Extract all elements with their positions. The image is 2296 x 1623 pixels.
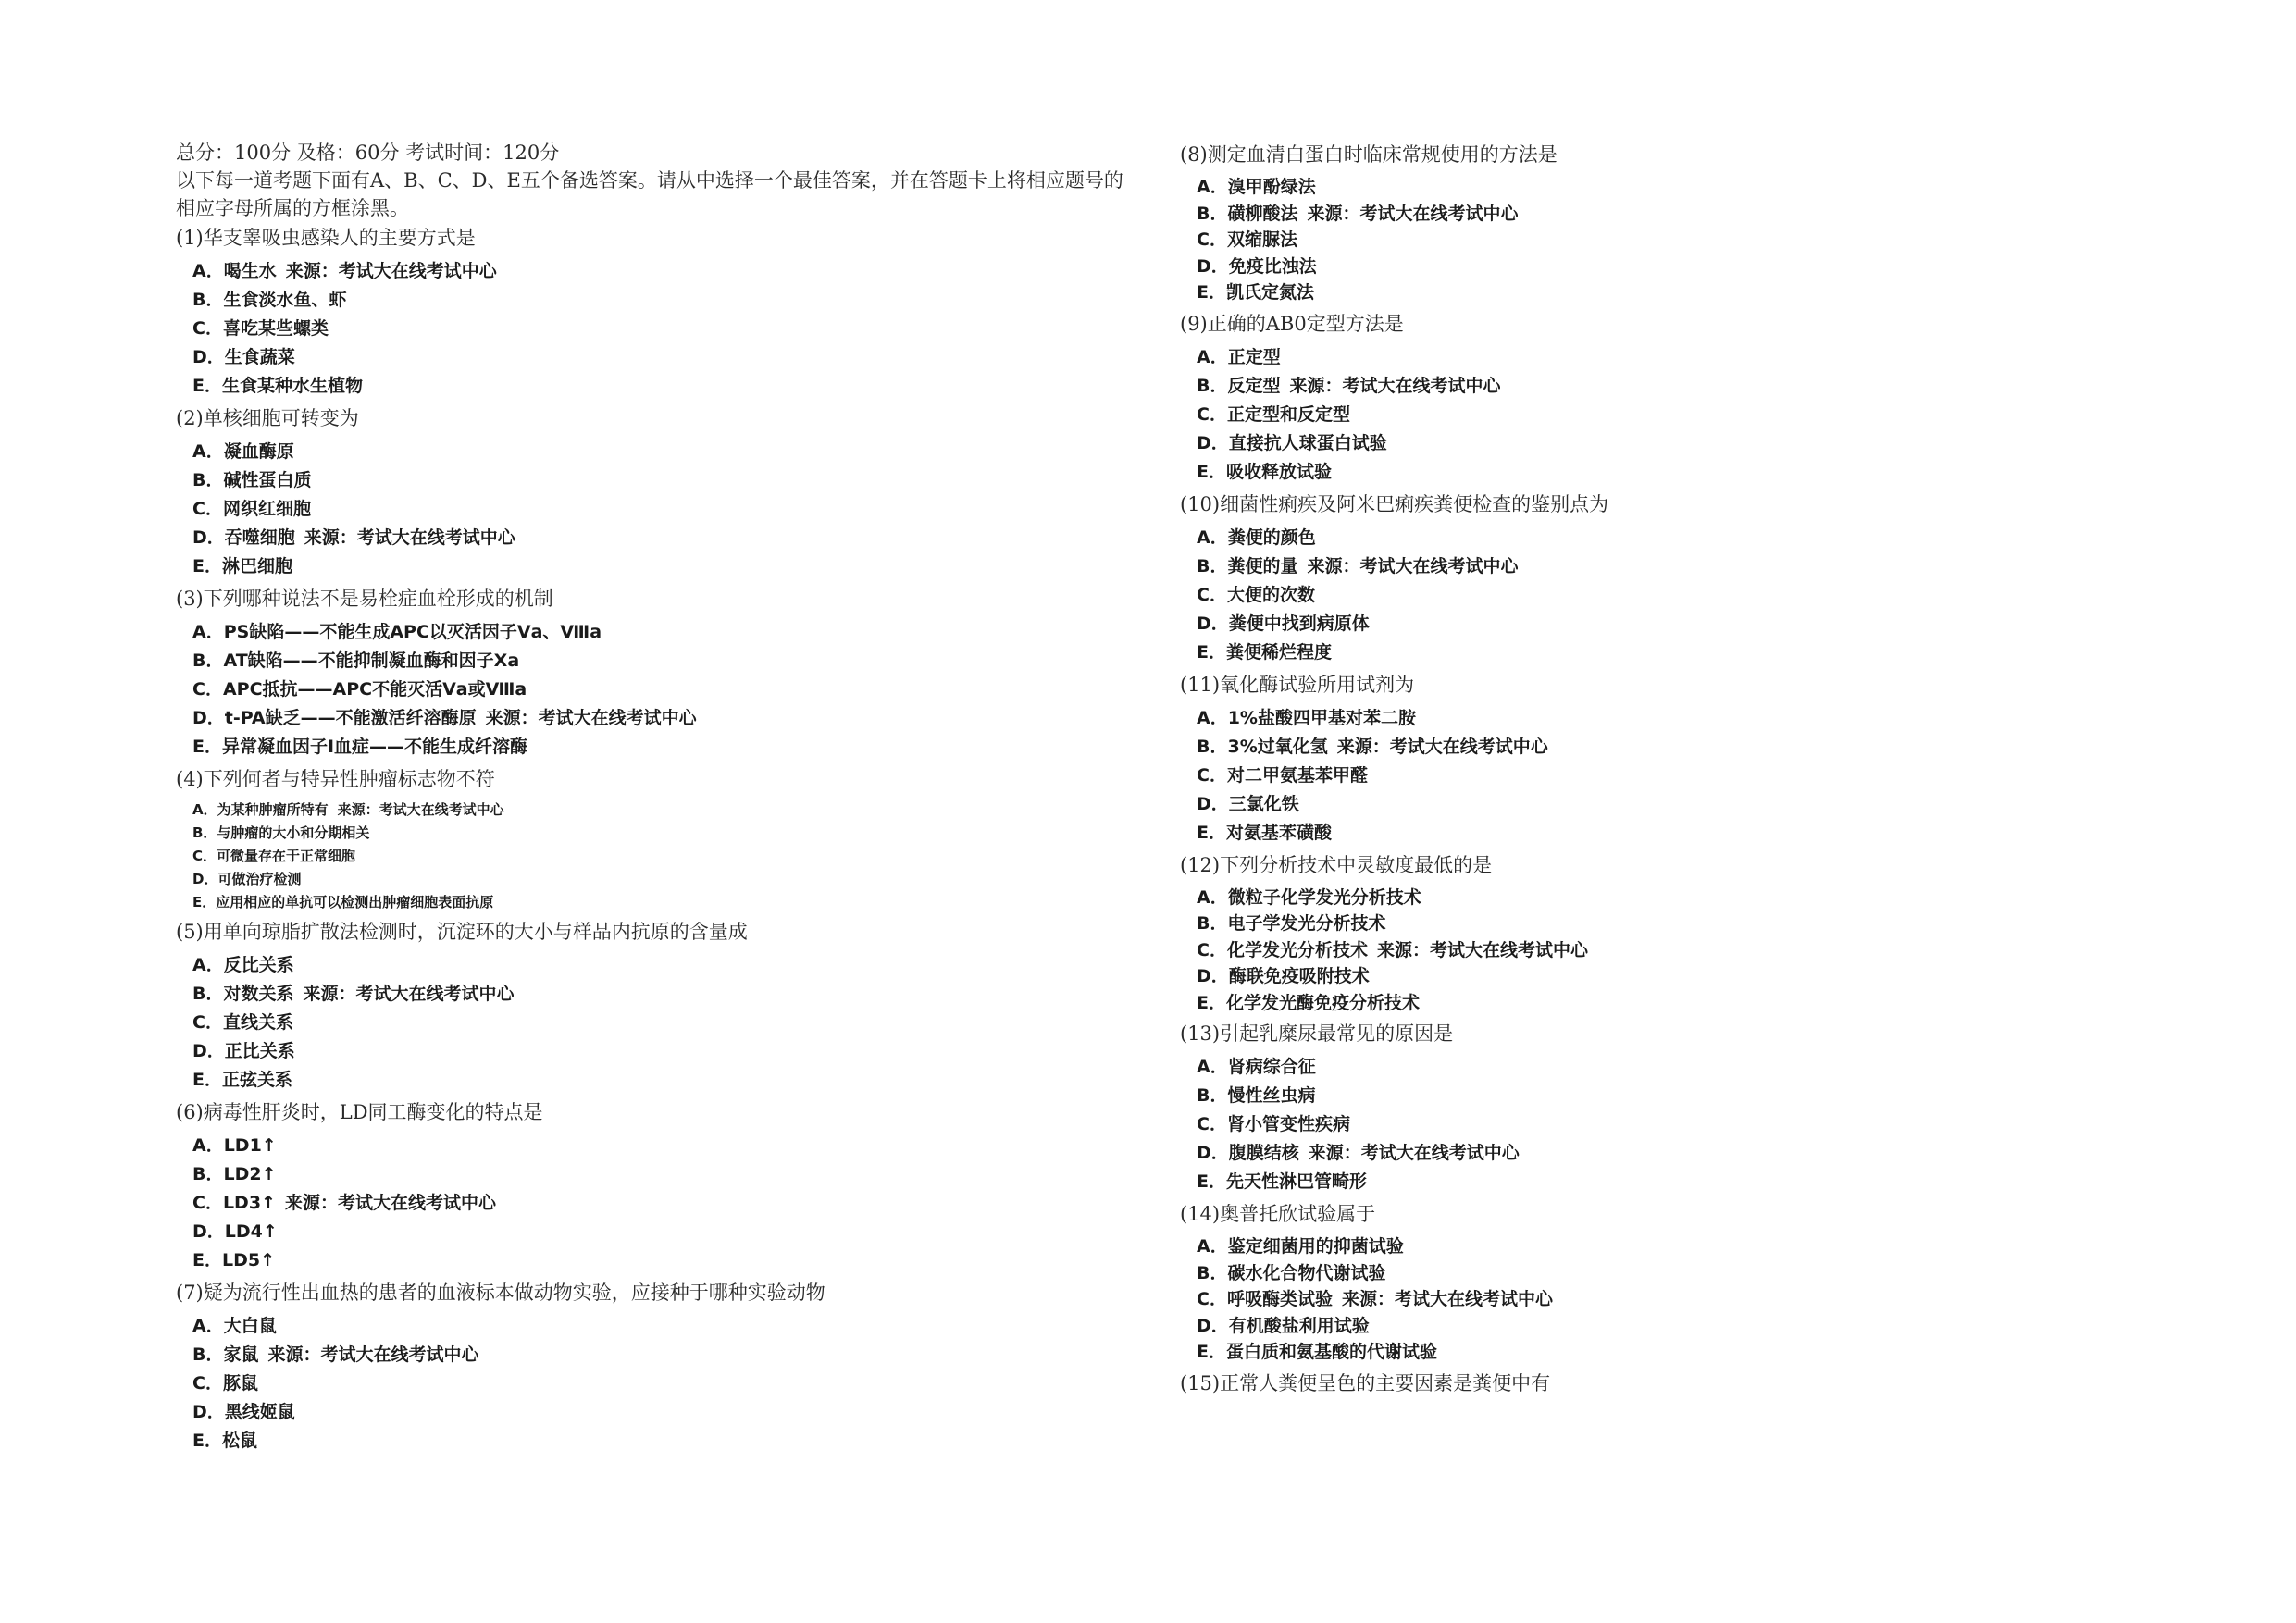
source-note: 来源：考试大在线考试中心	[1341, 1289, 1553, 1309]
answer-option	[1197, 911, 2179, 937]
option-text: B．粪便的量	[1197, 555, 1298, 576]
answer-option	[1197, 1139, 2179, 1168]
question-12	[1180, 851, 2179, 1017]
option-text: A．为某种肿瘤所特有	[192, 801, 329, 818]
option-text: C．大便的次数	[1197, 584, 1315, 605]
answer-option	[192, 1009, 1157, 1037]
answer-option	[1197, 1082, 2179, 1110]
answer-option	[1197, 762, 2179, 790]
option-text: A．微粒子化学发光分析技术	[1197, 886, 1421, 908]
answer-option	[1197, 372, 2179, 401]
option-text: D．有机酸盐利用试验	[1197, 1315, 1370, 1336]
option-text: C．化学发光分析技术	[1197, 939, 1368, 960]
answer-option	[1197, 458, 2179, 487]
option-text: E．应用相应的单抗可以检测出肿瘤细胞表面抗原	[192, 894, 494, 911]
option-list	[1197, 1233, 2179, 1366]
answer-option	[192, 980, 1157, 1009]
option-text: E．LD5↑	[192, 1250, 275, 1270]
answer-option	[192, 552, 1157, 581]
question-stem: (8)测定血清白蛋白时临床常规使用的方法是	[1180, 143, 1558, 166]
answer-option	[1197, 819, 2179, 848]
answer-option	[1197, 790, 2179, 819]
answer-option	[1197, 552, 2179, 581]
answer-option	[192, 1218, 1157, 1246]
answer-option	[192, 868, 1157, 891]
answer-option	[1197, 1053, 2179, 1082]
answer-option	[1197, 227, 2179, 254]
option-text: C．LD3↑	[192, 1193, 276, 1213]
answer-option	[1197, 279, 2179, 306]
option-text: B．LD2↑	[192, 1164, 277, 1184]
option-text: D．酶联免疫吸附技术	[1197, 966, 1370, 986]
option-text: A．溴甲酚绿法	[1197, 177, 1316, 197]
option-text: C．正定型和反定型	[1197, 403, 1350, 425]
answer-option	[1197, 733, 2179, 762]
source-note: 来源：考试大在线考试中心	[337, 801, 504, 818]
answer-option	[192, 1427, 1157, 1456]
question-stem: (4)下列何者与特异性肿瘤标志物不符	[176, 768, 495, 790]
option-list	[192, 799, 1157, 914]
answer-option	[192, 1398, 1157, 1427]
option-list	[192, 1312, 1157, 1456]
answer-option	[1197, 1233, 2179, 1260]
option-text: D．可做治疗检测	[192, 871, 302, 887]
question-stem: (7)疑为流行性出血热的患者的血液标本做动物实验，应接种于哪种实验动物	[176, 1282, 825, 1304]
option-text: B．慢性丝虫病	[1197, 1085, 1316, 1106]
option-list	[1197, 704, 2179, 848]
answer-option	[192, 1246, 1157, 1275]
option-text: C．直线关系	[192, 1012, 293, 1033]
option-list	[192, 438, 1157, 581]
option-text: B．与肿瘤的大小和分期相关	[192, 824, 370, 841]
option-text: D．免疫比浊法	[1197, 255, 1317, 277]
answer-option	[192, 372, 1157, 401]
answer-option	[1197, 1339, 2179, 1366]
option-list	[1197, 524, 2179, 667]
source-note: 来源：考试大在线考试中心	[1289, 375, 1501, 396]
answer-option	[192, 675, 1157, 704]
option-text: D．腹膜结核	[1197, 1143, 1299, 1163]
answer-option	[1197, 429, 2179, 458]
option-list	[1197, 885, 2179, 1017]
question-7	[176, 1279, 1157, 1456]
answer-option	[192, 891, 1157, 914]
answer-option	[192, 1189, 1157, 1218]
option-text: B．家鼠	[192, 1344, 259, 1365]
source-note: 来源：考试大在线考试中心	[1376, 939, 1588, 960]
option-text: B．电子学发光分析技术	[1197, 913, 1386, 934]
option-text: D．粪便中找到病原体	[1197, 613, 1370, 634]
question-stem: (13)引起乳糜尿最常见的原因是	[1180, 1022, 1454, 1045]
option-text: C．豚鼠	[192, 1373, 258, 1394]
source-note: 来源：考试大在线考试中心	[1308, 1143, 1520, 1163]
option-text: C．肾小管变性疾病	[1197, 1114, 1350, 1134]
question-14	[1180, 1200, 2179, 1366]
answer-option	[1197, 885, 2179, 911]
answer-option	[192, 1369, 1157, 1398]
question-5	[176, 918, 1157, 1095]
option-text: D．黑线姬鼠	[192, 1402, 295, 1422]
option-text: B．AT缺陷——不能抑制凝血酶和因子Xa	[192, 650, 520, 671]
option-text: B．碳水化合物代谢试验	[1197, 1262, 1386, 1283]
question-stem: (15)正常人粪便呈色的主要因素是粪便中有	[1180, 1371, 1551, 1394]
answer-option	[1197, 1313, 2179, 1340]
question-stem: (3)下列哪种说法不是易栓症血栓形成的机制	[176, 588, 553, 610]
option-text: A．反比关系	[192, 955, 294, 975]
answer-option	[1197, 610, 2179, 638]
question-13	[1180, 1020, 2179, 1196]
option-text: C．双缩脲法	[1197, 229, 1297, 250]
question-15	[1180, 1369, 2179, 1397]
question-10	[1180, 490, 2179, 667]
answer-option	[192, 1341, 1157, 1369]
option-text: C．APC抵抗——APC不能灭活Ⅴa或Ⅷa	[192, 679, 527, 700]
option-text: E．先天性淋巴管畸形	[1197, 1171, 1367, 1192]
option-text: C．对二甲氨基苯甲醛	[1197, 764, 1368, 786]
option-text: E．异常凝血因子Ⅰ血症——不能生成纤溶酶	[192, 737, 528, 757]
right-column	[1180, 139, 2179, 1397]
option-text: A．PS缺陷——不能生成APC以灭活因子Ⅴa、Ⅷa	[192, 622, 602, 642]
answer-option	[192, 733, 1157, 762]
option-text: A．肾病综合征	[1197, 1057, 1316, 1077]
option-list	[192, 618, 1157, 762]
option-text: D．正比关系	[192, 1041, 295, 1061]
source-note: 来源：考试大在线考试中心	[303, 984, 515, 1004]
answer-option	[192, 1160, 1157, 1189]
option-text: A．LD1↑	[192, 1135, 277, 1156]
answer-option	[1197, 1286, 2179, 1313]
option-text: E．正弦关系	[192, 1070, 292, 1090]
answer-option	[1197, 401, 2179, 429]
score-info: 总分：100分 及格：60分 考试时间：120分	[176, 142, 560, 164]
answer-option	[192, 618, 1157, 647]
answer-option	[192, 466, 1157, 495]
option-text: E．凯氏定氮法	[1197, 282, 1314, 303]
answer-option	[1197, 990, 2179, 1017]
left-column	[176, 139, 1157, 1459]
question-stem: (10)细菌性痢疾及阿米巴痢疾粪便检查的鉴别点为	[1180, 492, 1609, 515]
question-1	[176, 224, 1157, 401]
answer-option	[1197, 963, 2179, 990]
option-list	[192, 1132, 1157, 1275]
option-text: C．喜吃某些螺类	[192, 318, 329, 339]
question-stem: (6)病毒性肝炎时，LD同工酶变化的特点是	[176, 1101, 543, 1123]
option-list	[1197, 1053, 2179, 1196]
option-text: B．3%过氧化氢	[1197, 736, 1328, 757]
option-text: C．网织红细胞	[192, 499, 311, 519]
option-text: B．对数关系	[192, 984, 294, 1004]
option-text: E．蛋白质和氨基酸的代谢试验	[1197, 1342, 1437, 1362]
question-4	[176, 765, 1157, 914]
option-text: D．直接抗人球蛋白试验	[1197, 432, 1387, 453]
answer-option	[1197, 1110, 2179, 1139]
option-list	[1197, 174, 2179, 306]
source-note: 来源：考试大在线考试中心	[285, 261, 497, 281]
option-text: D．生食蔬菜	[192, 347, 295, 367]
option-text: E．粪便稀烂程度	[1197, 641, 1332, 663]
answer-option	[1197, 1168, 2179, 1196]
option-text: E．淋巴细胞	[192, 556, 292, 576]
answer-option	[192, 704, 1157, 733]
source-note: 来源：考试大在线考试中心	[1307, 555, 1519, 576]
option-text: B．生食淡水鱼、虾	[192, 290, 347, 310]
answer-option	[192, 438, 1157, 466]
option-text: B．碱性蛋白质	[192, 470, 312, 490]
instructions: 以下每一道考题下面有A、B、C、D、E五个备选答案。请从中选择一个最佳答案，并在答题卡上将相应题号的相应字母所属的方框涂黑。	[176, 169, 1123, 219]
option-text: D．吞噬细胞	[192, 527, 295, 548]
question-stem: (5)用单向琼脂扩散法检测时，沉淀环的大小与样品内抗原的含量成	[176, 921, 748, 943]
option-text: E．生食某种水生植物	[192, 376, 363, 396]
option-text: B．反定型	[1197, 375, 1281, 396]
option-text: D．t-PA缺乏——不能激活纤溶酶原	[192, 708, 477, 728]
question-stem: (11)氧化酶试验所用试剂为	[1180, 673, 1415, 696]
source-note: 来源：考试大在线考试中心	[267, 1344, 479, 1365]
option-text: A．凝血酶原	[192, 441, 294, 462]
answer-option	[1197, 201, 2179, 228]
option-text: A．1%盐酸四甲基对苯二胺	[1197, 707, 1416, 728]
answer-option	[1197, 937, 2179, 964]
answer-option	[1197, 174, 2179, 201]
answer-option	[1197, 254, 2179, 280]
question-stem: (1)华支睾吸虫感染人的主要方式是	[176, 227, 476, 249]
answer-option	[192, 343, 1157, 372]
answer-option	[192, 315, 1157, 343]
option-text: C．可微量存在于正常细胞	[192, 848, 356, 864]
option-list	[192, 951, 1157, 1095]
question-stem: (12)下列分析技术中灵敏度最低的是	[1180, 853, 1493, 876]
option-text: B．磺柳酸法	[1197, 203, 1298, 224]
option-text: A．正定型	[1197, 346, 1281, 367]
answer-option	[1197, 638, 2179, 667]
source-note: 来源：考试大在线考试中心	[1307, 203, 1519, 224]
option-text: D．三氯化铁	[1197, 793, 1299, 814]
option-text: E．对氨基苯磺酸	[1197, 822, 1332, 843]
option-text: E．吸收释放试验	[1197, 461, 1332, 482]
question-9	[1180, 310, 2179, 487]
option-text: E．松鼠	[192, 1431, 257, 1451]
answer-option	[1197, 581, 2179, 610]
answer-option	[192, 799, 1157, 822]
answer-option	[192, 951, 1157, 980]
question-stem: (2)单核细胞可转变为	[176, 407, 359, 429]
answer-option	[1197, 704, 2179, 733]
question-stem: (14)奥普托欣试验属于	[1180, 1203, 1376, 1225]
answer-option	[192, 1132, 1157, 1160]
answer-option	[1197, 524, 2179, 552]
option-text: A．大白鼠	[192, 1316, 277, 1336]
answer-option	[192, 495, 1157, 524]
source-note: 来源：考试大在线考试中心	[1336, 736, 1548, 757]
option-list	[192, 257, 1157, 401]
answer-option	[192, 524, 1157, 552]
answer-option	[192, 1312, 1157, 1341]
answer-option	[192, 1066, 1157, 1095]
question-3	[176, 585, 1157, 762]
option-text: D．LD4↑	[192, 1221, 278, 1242]
source-note: 来源：考试大在线考试中心	[485, 708, 697, 728]
option-list	[1197, 343, 2179, 487]
answer-option	[192, 822, 1157, 845]
question-11	[1180, 671, 2179, 848]
question-stem: (9)正确的AB0定型方法是	[1180, 312, 1404, 335]
option-text: A．粪便的颜色	[1197, 527, 1316, 548]
option-text: E．化学发光酶免疫分析技术	[1197, 992, 1420, 1013]
answer-option	[192, 257, 1157, 286]
question-8	[1180, 141, 2179, 306]
source-note: 来源：考试大在线考试中心	[304, 527, 515, 548]
answer-option	[192, 647, 1157, 675]
option-text: A．鉴定细菌用的抑菌试验	[1197, 1236, 1404, 1257]
answer-option	[192, 845, 1157, 868]
option-text: A．喝生水	[192, 261, 277, 281]
answer-option	[192, 286, 1157, 315]
source-note: 来源：考试大在线考试中心	[284, 1193, 496, 1213]
question-6	[176, 1098, 1157, 1275]
question-2	[176, 404, 1157, 581]
answer-option	[1197, 1260, 2179, 1287]
answer-option	[1197, 343, 2179, 372]
answer-option	[192, 1037, 1157, 1066]
option-text: C．呼吸酶类试验	[1197, 1289, 1333, 1309]
